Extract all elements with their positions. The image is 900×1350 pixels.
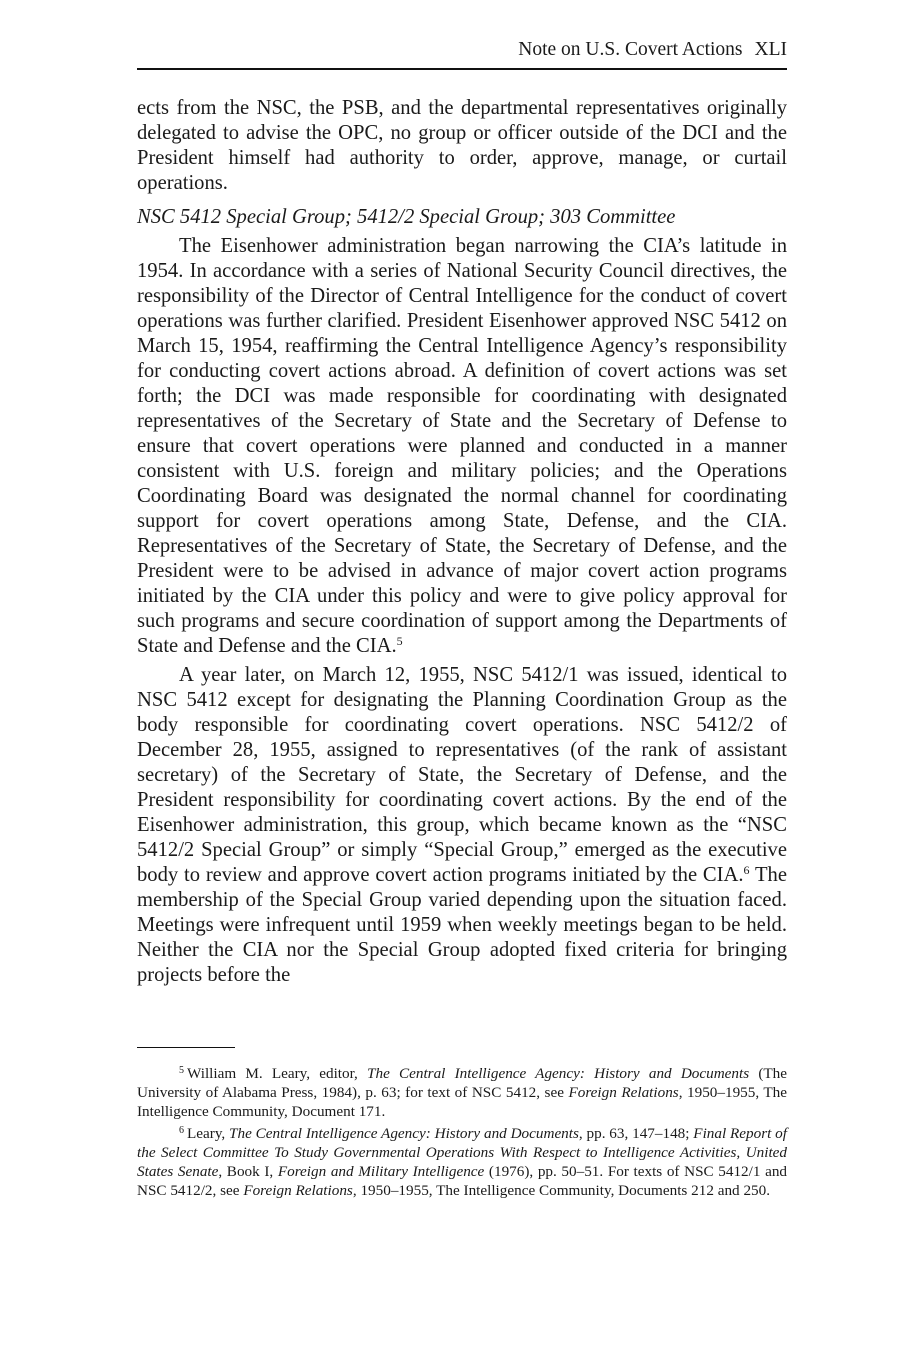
footnote-number: 6 [179, 1125, 184, 1136]
paragraph [137, 663, 787, 988]
footnote-title: Final Report of the Select Committee To Study Governmental Operations With Respect to Intelligence Activities, United States Senate [137, 1125, 787, 1180]
footnote-text: Leary, [187, 1125, 230, 1142]
footnote-title: The Central Intelligence Agency: History and Documents [229, 1125, 579, 1142]
running-head-title: Note on U.S. Covert Actions [518, 39, 743, 60]
footnote-text: William M. Leary, editor, [187, 1065, 368, 1082]
footnote-ref-5[interactable]: 5 [396, 634, 403, 648]
footnote-title: Foreign and Military Intelligence [277, 1163, 485, 1180]
footnote-text: , pp. 63, 147–148; [578, 1125, 694, 1142]
page-number: XLI [754, 39, 787, 60]
section-subheading: NSC 5412 Special Group; 5412/2 Special Group; 303 Committee [137, 206, 676, 228]
paragraph-text: The Eisenhower administration began narrowing the CIA’s latitude in 1954. In accordance with a series of National Security Council directives, the responsibility of the Director of Central Intelligence for the conduct of covert operations was further clarified. President Eisenhower approved NSC 5412 on March 15, 1954, reaffirming the Central Intelligence Agency’s responsibility for conducting covert actions abroad. A definition of covert actions was set forth; the DCI was made responsible for coordinating with designated representatives of the Secretary of State and the Secretary of Defense to ensure that covert operations were planned and conducted in a manner consistent with U.S. foreign and military policies; and the Operations Coordinating Board was designated the normal channel for coordinating support for covert operations among State, Defense, and the CIA. Representatives of the Secretary of State, the Secretary of Defense, and the President were to be advised in advance of major covert action programs initiated by the CIA under this policy and were to give policy approval for such programs and secure coordination of support among the Departments of State and Defense and the CIA. [137, 235, 787, 657]
main-text [137, 96, 787, 988]
footnote-text: (1976), pp. 50–51. For texts of NSC 5412/1 and NSC 5412/2, see [137, 1163, 788, 1199]
footnote-text: , 1950–1955, The Intelligence Community, Document 171. [137, 1084, 788, 1120]
footnote-ref-6[interactable]: 6 [743, 863, 750, 877]
footnote-5 [137, 1064, 787, 1121]
footnote-title: The Central Intelligence Agency: History and Documents [367, 1065, 750, 1082]
paragraph-continued [137, 96, 787, 196]
header-rule [137, 68, 787, 70]
footnote-6 [137, 1124, 787, 1200]
footnote-separator [137, 1047, 235, 1048]
footnote-number: 5 [179, 1065, 184, 1076]
footnote-text: (The University of Alabama Press, 1984), p. 63; for text of NSC 5412, see [137, 1065, 788, 1101]
paragraph [137, 234, 787, 659]
footnote-text: , Book I, [218, 1163, 278, 1180]
running-head [518, 36, 787, 64]
footnotes [137, 1064, 787, 1203]
paragraph-text: A year later, on March 12, 1955, NSC 5412/1 was issued, identical to NSC 5412 except for designating the Planning Coordination Group as the body responsible for coordinating covert operations. NSC 5412/2 of December 28, 1955, assigned to representatives (of the rank of assistant secretary) of the Secretary of State, the Secretary of Defense, and the President responsibility for coordinating covert actions. By the end of the Eisenhower administration, this group, which became known as the “NSC 5412/2 Special Group” or simply “Special Group,” emerged as the executive body to review and approve covert action programs initiated by the CIA. [137, 664, 787, 886]
paragraph-text: ects from the NSC, the PSB, and the departmental representatives originally delegated to advise the OPC, no group or officer outside of the DCI and the President himself had authority to order, approve, manage, or curtail operations. [137, 97, 787, 194]
paragraph-text: The membership of the Special Group varied depending upon the situation faced. Meetings were infrequent until 1959 when weekly meetings began to be held. Neither the CIA nor the Special Group adopted fixed criteria for bringing projects before the [137, 864, 787, 986]
footnote-title: Foreign Relations [568, 1084, 679, 1101]
footnote-title: Foreign Relations [243, 1182, 353, 1199]
footnote-text: , 1950–1955, The Intelligence Community, Documents 212 and 250. [352, 1182, 771, 1199]
